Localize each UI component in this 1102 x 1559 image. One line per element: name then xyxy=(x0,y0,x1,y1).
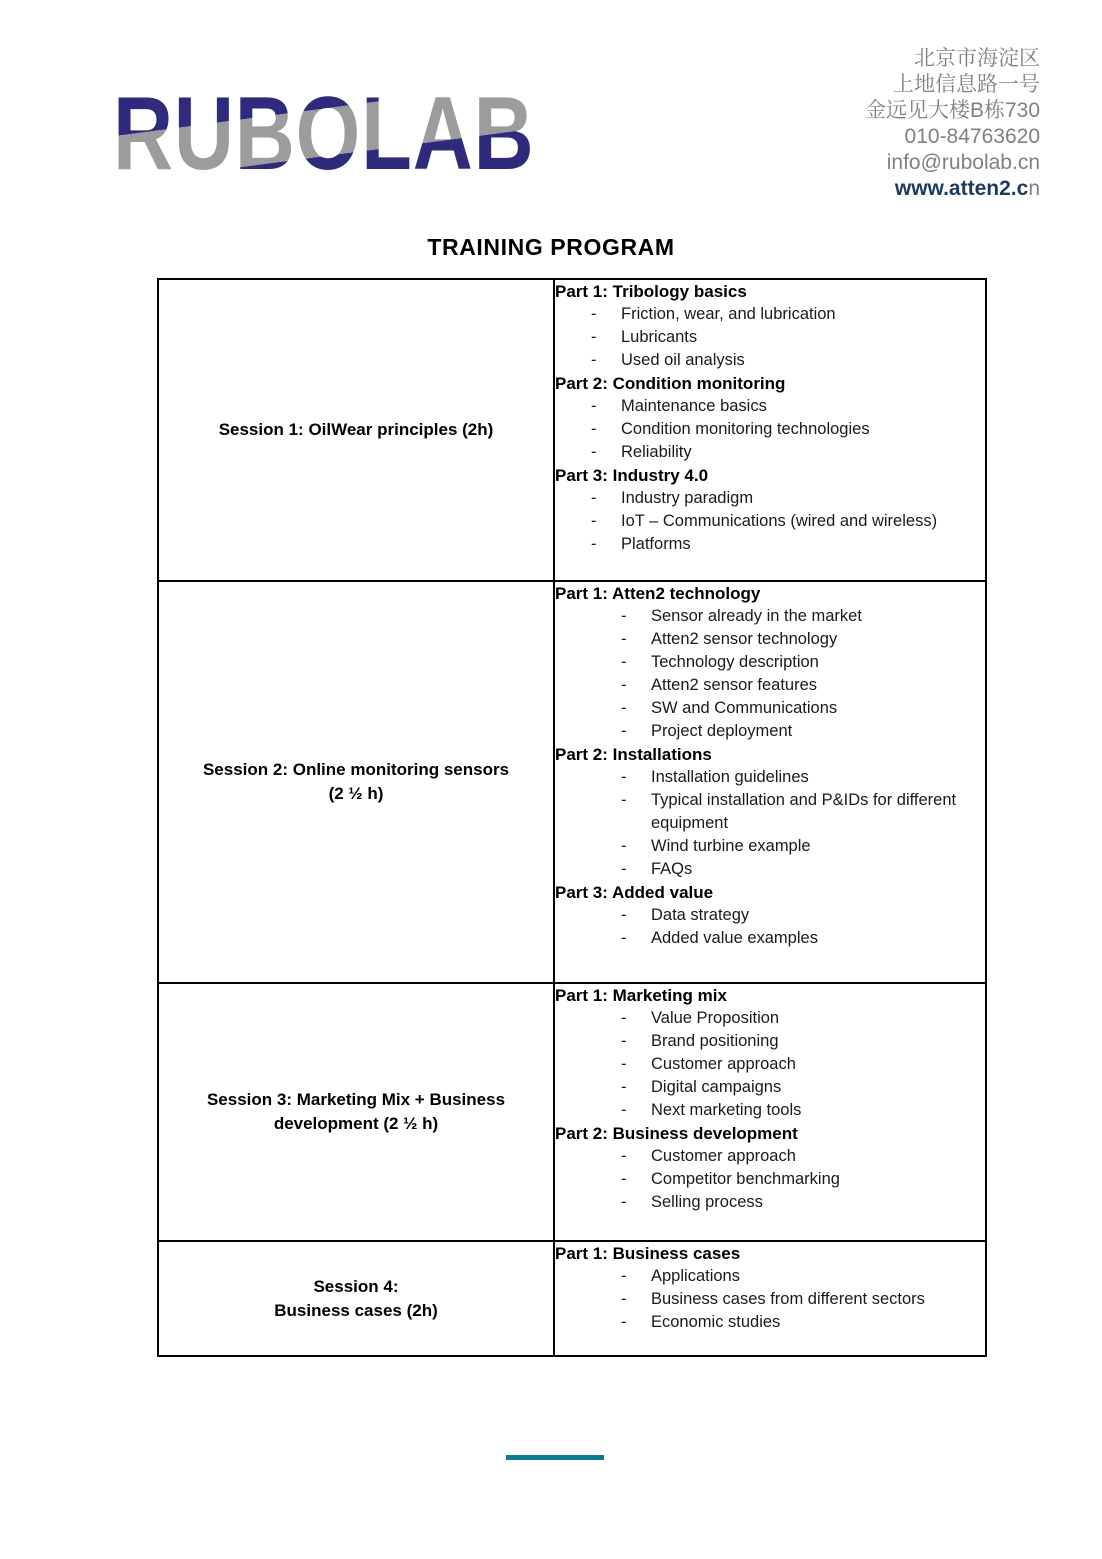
website-url-tail: n xyxy=(1028,177,1040,200)
table-row xyxy=(158,581,986,983)
bullet-item xyxy=(555,766,985,789)
part-heading: Part 1: Business cases xyxy=(555,1244,741,1263)
contact-line: 金远见大楼B栋730 xyxy=(864,99,1040,122)
bullet-dash: - xyxy=(591,443,597,461)
session-content-cell xyxy=(554,581,986,983)
bullet-dash: - xyxy=(591,489,597,507)
bullet-text: Applications xyxy=(651,1267,740,1285)
bullet-item xyxy=(555,1191,985,1214)
table-row xyxy=(158,279,986,581)
bullet-dash: - xyxy=(591,535,597,553)
bullet-item xyxy=(555,835,985,858)
session-cell xyxy=(158,1241,554,1356)
website-url: www.atten2.c xyxy=(894,177,1029,200)
bullet-text: Next marketing tools xyxy=(651,1101,802,1119)
part-heading: Part 3: Added value xyxy=(555,883,714,902)
contact-line: 北京市海淀区 xyxy=(914,47,1040,70)
table-row xyxy=(158,983,986,1241)
session-title: Session 1: OilWear principles (2h) xyxy=(218,420,494,439)
bullet-text: FAQs xyxy=(651,860,693,878)
bullet-dash: - xyxy=(621,676,627,694)
session-cell xyxy=(158,983,554,1241)
bullet-item xyxy=(555,1053,985,1076)
bullet-dash: - xyxy=(621,653,627,671)
bullet-item xyxy=(555,533,985,556)
bullet-dash: - xyxy=(621,1267,627,1285)
bullet-item xyxy=(555,1265,985,1288)
bullet-item xyxy=(555,1007,985,1030)
session-title: Session 2: Online monitoring sensors xyxy=(202,760,510,779)
bullet-dash: - xyxy=(621,929,627,947)
bullet-text: Used oil analysis xyxy=(621,351,745,369)
bullet-dash: - xyxy=(621,1170,627,1188)
table-row xyxy=(158,1241,986,1356)
bullet-text: Data strategy xyxy=(651,906,750,924)
bullet-text: SW and Communications xyxy=(651,699,838,717)
session-cell xyxy=(158,279,554,581)
part-heading: Part 2: Condition monitoring xyxy=(555,374,786,393)
part-heading: Part 1: Atten2 technology xyxy=(555,584,761,603)
bullet-dash: - xyxy=(621,1078,627,1096)
bullet-dash: - xyxy=(621,699,627,717)
bullet-item xyxy=(555,651,985,674)
bullet-text: Technology description xyxy=(651,653,819,671)
footer-accent-bar xyxy=(506,1455,604,1460)
session-content-cell xyxy=(554,1241,986,1356)
bullet-dash: - xyxy=(591,328,597,346)
bullet-text: Business cases from different sectors xyxy=(651,1290,925,1308)
bullet-text: Digital campaigns xyxy=(651,1078,782,1096)
bullet-text: Customer approach xyxy=(651,1147,796,1165)
bullet-item xyxy=(555,1168,985,1191)
bullet-text: Selling process xyxy=(651,1193,763,1211)
session-title: (2 ½ h) xyxy=(328,784,384,803)
bullet-text: Customer approach xyxy=(651,1055,796,1073)
bullet-dash: - xyxy=(621,1032,627,1050)
bullet-item xyxy=(555,349,985,372)
session-content-cell xyxy=(554,279,986,581)
contact-line: info@rubolab.cn xyxy=(886,151,1040,174)
bullet-dash: - xyxy=(621,837,627,855)
session-title: development (2 ½ h) xyxy=(273,1114,439,1133)
bullet-dash: - xyxy=(621,1009,627,1027)
contact-block xyxy=(865,46,1040,202)
bullet-item xyxy=(555,395,985,418)
bullet-dash: - xyxy=(621,1290,627,1308)
bullet-item xyxy=(555,303,985,326)
bullet-dash: - xyxy=(621,768,627,786)
bullet-dash: - xyxy=(591,305,597,323)
bullet-text: Economic studies xyxy=(651,1313,781,1331)
bullet-text: Wind turbine example xyxy=(651,837,811,855)
bullet-item xyxy=(555,605,985,628)
bullet-item xyxy=(555,720,985,743)
part-heading: Part 1: Marketing mix xyxy=(555,986,727,1005)
bullet-dash: - xyxy=(621,791,627,809)
bullet-item xyxy=(555,510,985,533)
bullet-item xyxy=(555,927,985,950)
session-title: Session 4: xyxy=(313,1276,399,1296)
bullet-item xyxy=(555,1145,985,1168)
bullet-text: Platforms xyxy=(621,535,691,553)
session-title: Business cases (2h) xyxy=(274,1300,438,1320)
company-logo: RUBOLAB xyxy=(113,76,535,192)
bullet-dash: - xyxy=(621,1101,627,1119)
bullet-item xyxy=(555,1311,985,1334)
bullet-dash: - xyxy=(591,397,597,415)
bullet-dash: - xyxy=(591,351,597,369)
part-heading: Part 3: Industry 4.0 xyxy=(555,466,709,485)
bullet-text: Sensor already in the market xyxy=(651,607,862,625)
bullet-text: Competitor benchmarking xyxy=(651,1170,840,1188)
contact-line: 上地信息路一号 xyxy=(893,73,1040,96)
bullet-text: Brand positioning xyxy=(651,1032,779,1050)
session-cell xyxy=(158,581,554,983)
bullet-item xyxy=(555,1076,985,1099)
contact-line: 010-84763620 xyxy=(904,125,1040,148)
bullet-text: Lubricants xyxy=(621,328,698,346)
bullet-dash: - xyxy=(621,1193,627,1211)
session-content-cell xyxy=(554,983,986,1241)
bullet-text: Value Proposition xyxy=(651,1009,780,1027)
bullet-item xyxy=(555,441,985,464)
bullet-item xyxy=(555,674,985,697)
bullet-dash: - xyxy=(621,1055,627,1073)
bullet-text: Installation guidelines xyxy=(651,768,809,786)
bullet-text: Atten2 sensor technology xyxy=(651,630,838,648)
bullet-text: Added value examples xyxy=(651,929,818,947)
bullet-dash: - xyxy=(621,1147,627,1165)
training-table-body xyxy=(158,279,986,1356)
bullet-text: Condition monitoring technologies xyxy=(621,420,870,438)
training-table xyxy=(157,278,987,1357)
part-heading: Part 1: Tribology basics xyxy=(555,282,747,301)
bullet-dash: - xyxy=(621,1313,627,1331)
bullet-dash: - xyxy=(621,722,627,740)
page-title: TRAINING PROGRAM xyxy=(427,234,675,260)
bullet-item xyxy=(555,1030,985,1053)
session-title: Session 3: Marketing Mix + Business xyxy=(206,1090,506,1109)
bullet-text: Friction, wear, and lubrication xyxy=(621,305,836,323)
bullet-text: IoT – Communications (wired and wireless) xyxy=(621,512,938,530)
bullet-dash: - xyxy=(621,906,627,924)
bullet-dash: - xyxy=(591,512,597,530)
bullet-item xyxy=(555,858,985,881)
bullet-item xyxy=(555,1288,985,1311)
bullet-dash: - xyxy=(621,630,627,648)
bullet-item xyxy=(555,326,985,349)
part-heading: Part 2: Business development xyxy=(555,1124,798,1143)
bullet-text: Industry paradigm xyxy=(621,489,754,507)
bullet-dash: - xyxy=(621,607,627,625)
bullet-item xyxy=(555,904,985,927)
bullet-item xyxy=(555,628,985,651)
bullet-item xyxy=(555,789,985,835)
contact-lines xyxy=(865,46,1040,176)
bullet-item xyxy=(555,697,985,720)
bullet-item xyxy=(555,1099,985,1122)
website-link[interactable] xyxy=(865,176,1040,202)
bullet-dash: - xyxy=(621,860,627,878)
part-heading: Part 2: Installations xyxy=(555,745,712,764)
bullet-text: Atten2 sensor features xyxy=(651,676,818,694)
bullet-item xyxy=(555,487,985,510)
bullet-dash: - xyxy=(591,420,597,438)
bullet-text: Maintenance basics xyxy=(621,397,767,415)
bullet-item xyxy=(555,418,985,441)
bullet-text: Typical installation and P&IDs for different equipment xyxy=(651,791,957,832)
bullet-text: Project deployment xyxy=(651,722,793,740)
bullet-text: Reliability xyxy=(621,443,692,461)
